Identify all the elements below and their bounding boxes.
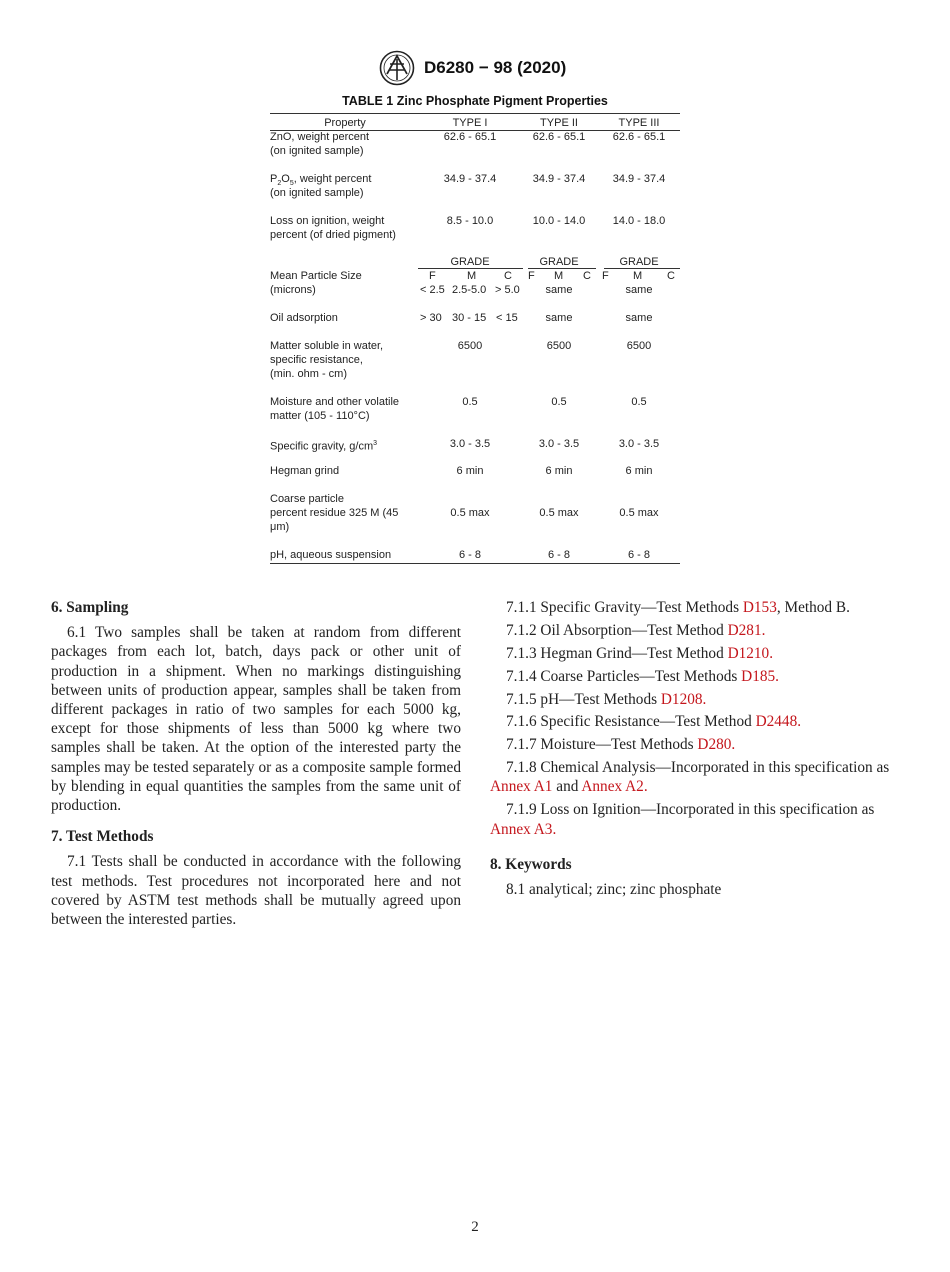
table-cell: 30 - 15 bbox=[452, 312, 487, 324]
grade-label: GRADE bbox=[539, 256, 579, 268]
table-bottom-rule bbox=[270, 563, 680, 564]
list-item: 7.1.1 Specific Gravity—Test Methods D153, Method B. bbox=[506, 599, 850, 616]
table-cell: 3.0 - 3.5 bbox=[618, 438, 660, 450]
table-cell: 0.5 max bbox=[539, 507, 579, 519]
table-row-property: Mean Particle Size bbox=[270, 270, 362, 282]
table-row-property: pH, aqueous suspension bbox=[270, 549, 392, 561]
table-row-property: (on ignited sample) bbox=[270, 187, 364, 199]
table-cell: 14.0 - 18.0 bbox=[612, 215, 666, 227]
page-number: 2 bbox=[471, 1219, 479, 1235]
table-title: TABLE 1 Zinc Phosphate Pigment Properties bbox=[342, 94, 608, 108]
right-column bbox=[490, 598, 900, 899]
table-row-property: ZnO, weight percent bbox=[270, 131, 370, 143]
table-cell: 6500 bbox=[546, 340, 572, 352]
test-methods-paragraph: 7.1 Tests shall be conducted in accordance with the following test methods. Test procedures not incorporated here and not covered by ASTM test methods shall be mutually agreed upon between the interested parties. bbox=[51, 853, 461, 929]
table-cell: > 30 bbox=[420, 312, 442, 324]
table-cell: 6 min bbox=[545, 465, 573, 477]
table-cell: 6 - 8 bbox=[547, 549, 570, 561]
page-header bbox=[0, 50, 950, 86]
table-row-property: Coarse particle bbox=[270, 493, 344, 505]
list-item: 7.1.4 Coarse Particles—Test Methods D185. bbox=[506, 667, 779, 685]
table-cell: < 15 bbox=[496, 312, 518, 324]
reference-link[interactable]: D1210 bbox=[727, 644, 770, 662]
table-cell: 3.0 - 3.5 bbox=[449, 438, 491, 450]
section-heading-sampling: 6. Sampling bbox=[51, 599, 129, 616]
table-cell: 2.5-5.0 bbox=[452, 284, 487, 296]
grade-sublabel: C bbox=[583, 270, 591, 282]
reference-link[interactable]: D280 bbox=[697, 736, 732, 754]
table-row-property: percent (of dried pigment) bbox=[270, 229, 396, 241]
table-row-property: Hegman grind bbox=[270, 465, 340, 477]
grade-label: GRADE bbox=[450, 256, 490, 268]
table-cell: 6 min bbox=[456, 465, 484, 477]
grade-sublabel: M bbox=[554, 270, 564, 282]
table-row-property: Loss on ignition, weight bbox=[270, 215, 385, 227]
table-cell: 0.5 bbox=[551, 396, 567, 408]
sampling-paragraph: 6.1 Two samples shall be taken at random from different packages from each lot, batch, days pack or other unit of production in a shipment. When no markings distinguishing between units of production appear, samples shall be taken from different packages in ratio of two samples for each 5000 kg, except for those shipments of less than 5000 kg where two samples shall be taken. At the option of the interested party the samples may be tested separately or as a composite sample formed by blending in equal quantities the samples from the same unit of production. bbox=[51, 624, 461, 815]
table-cell: > 5.0 bbox=[495, 284, 520, 296]
table-cell: 8.5 - 10.0 bbox=[446, 215, 494, 227]
table-cell: 34.9 - 37.4 bbox=[532, 173, 586, 185]
table-row-property: $P_2O_5$, weight percent bbox=[270, 173, 372, 188]
reference-link[interactable]: D1208 bbox=[660, 690, 703, 708]
table-cell: 62.6 - 65.1 bbox=[532, 131, 586, 143]
table-cell: 0.5 bbox=[462, 396, 478, 408]
table-cell: 0.5 max bbox=[450, 507, 490, 519]
table-cell: 6500 bbox=[626, 340, 652, 352]
table-row-property: matter (105 - 110°C) bbox=[270, 410, 370, 422]
grade-sublabel: C bbox=[504, 270, 512, 282]
list-item: 7.1.2 Oil Absorption—Test Method D281. bbox=[506, 621, 766, 639]
table-cell: 34.9 - 37.4 bbox=[612, 173, 666, 185]
grade-sublabel: M bbox=[633, 270, 643, 282]
list-item: 7.1.3 Hegman Grind—Test Method D1210. bbox=[506, 644, 774, 662]
grade-label: GRADE bbox=[619, 256, 659, 268]
table-cell: same bbox=[625, 312, 653, 324]
table-cell: 0.5 bbox=[631, 396, 647, 408]
column-header-type2: TYPE II bbox=[540, 117, 578, 129]
section-heading-keywords: 8. Keywords bbox=[490, 855, 572, 873]
left-column bbox=[51, 598, 461, 929]
table-row-property: Oil adsorption bbox=[270, 312, 338, 324]
reference-link[interactable]: D153 bbox=[742, 599, 777, 616]
reference-link[interactable]: D2448 bbox=[755, 713, 798, 731]
column-header-type3: TYPE III bbox=[618, 117, 660, 129]
table-cell: same bbox=[625, 284, 653, 296]
grade-sublabel: F bbox=[528, 270, 535, 282]
reference-link[interactable]: Annex A3 bbox=[490, 820, 553, 838]
section-heading-test-methods: 7. Test Methods bbox=[51, 828, 154, 846]
reference-link[interactable]: D281 bbox=[727, 621, 762, 639]
table-row-property: specific resistance, bbox=[270, 354, 363, 366]
astm-logo-icon bbox=[379, 50, 415, 86]
table-row-property: (min. ohm - cm) bbox=[270, 368, 347, 380]
table-cell: < 2.5 bbox=[420, 284, 445, 296]
table-cell: 34.9 - 37.4 bbox=[443, 173, 497, 185]
grade-sublabel: M bbox=[467, 270, 477, 282]
document-id: D6280 − 98 (2020) bbox=[424, 58, 567, 77]
table-cell: 10.0 - 14.0 bbox=[532, 215, 586, 227]
column-header-type1: TYPE I bbox=[452, 117, 488, 129]
table-row-property: (on ignited sample) bbox=[270, 145, 364, 157]
list-item: 7.1.5 pH—Test Methods D1208. bbox=[506, 690, 707, 708]
table-row-property: μm) bbox=[270, 521, 290, 533]
table-row-property: Specific gravity, $g/cm^3$ bbox=[270, 440, 378, 453]
column-header-property: Property bbox=[324, 117, 366, 129]
table-cell: 62.6 - 65.1 bbox=[443, 131, 497, 143]
list-item: 7.1.9 Loss on Ignition—Incorporated in this specification as Annex A3. bbox=[490, 801, 875, 838]
table-cell: 6500 bbox=[457, 340, 483, 352]
table-cell: 6 - 8 bbox=[627, 549, 650, 561]
grade-sublabel: C bbox=[667, 270, 675, 282]
grade-sublabel: F bbox=[429, 270, 436, 282]
reference-link[interactable]: Annex A1 bbox=[490, 778, 553, 796]
table-row-property: percent residue 325 M (45 bbox=[270, 507, 399, 519]
list-item: 7.1.6 Specific Resistance—Test Method D2448. bbox=[506, 713, 802, 731]
table-cell: 62.6 - 65.1 bbox=[612, 131, 666, 143]
table-cell: 0.5 max bbox=[619, 507, 659, 519]
grade-sublabel: F bbox=[602, 270, 609, 282]
table-row-property: Matter soluble in water, bbox=[270, 340, 384, 352]
table-cell: 3.0 - 3.5 bbox=[538, 438, 580, 450]
table-cell: same bbox=[545, 284, 573, 296]
table-row-property: Moisture and other volatile bbox=[270, 396, 400, 408]
table-cell: 6 - 8 bbox=[458, 549, 481, 561]
reference-link[interactable]: D185 bbox=[741, 667, 776, 685]
keywords-paragraph: 8.1 analytical; zinc; zinc phosphate bbox=[506, 880, 722, 898]
reference-link[interactable]: Annex A2 bbox=[581, 778, 644, 796]
table-top-rule bbox=[270, 113, 680, 114]
list-item: 7.1.7 Moisture—Test Methods D280. bbox=[506, 736, 736, 754]
table-row-property: (microns) bbox=[270, 284, 316, 296]
table-cell: 6 min bbox=[625, 465, 653, 477]
table-cell: same bbox=[545, 312, 573, 324]
list-item: 7.1.8 Chemical Analysis—Incorporated in this specification as Annex A1 and Annex A2. bbox=[490, 759, 890, 796]
